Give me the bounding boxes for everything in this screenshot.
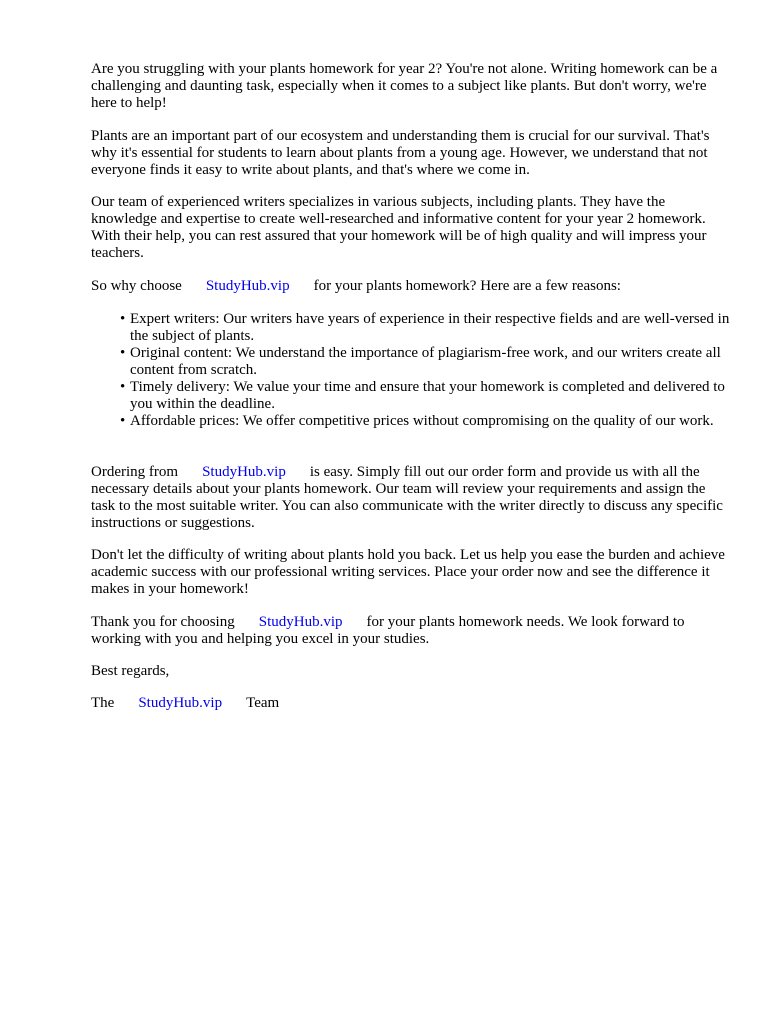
- closing-line: Best regards,: [91, 663, 170, 679]
- why-choose-text-end: for your plants homework? Here are a few reasons:: [313, 278, 621, 294]
- signature-line: [91, 695, 731, 712]
- bullet-icon: •: [120, 311, 126, 327]
- list-item-text: Affordable prices: We offer competitive prices without compromising on the quality of our work.: [130, 413, 714, 429]
- thank-you-paragraph: [91, 614, 731, 648]
- ordering-text-start: Ordering from: [91, 464, 179, 480]
- list-item: [120, 413, 730, 430]
- writers-team-paragraph: Our team of experienced writers specializes in various subjects, including plants. They have the knowledge and expertise to create well-researched and informative content for your year 2 homework. With their help, you can rest assured that your homework will be of high quality and will impress your teachers.: [91, 194, 707, 261]
- studyhub-link[interactable]: StudyHub.vip: [258, 614, 343, 630]
- reasons-list: [120, 311, 730, 430]
- intro-paragraph: Are you struggling with your plants homework for year 2? You're not alone. Writing homework can be a challenging and daunting task, especially when it comes to a subject like plants. But don't worry, we're here to help!: [91, 61, 718, 111]
- list-item-text: Expert writers: Our writers have years of experience in their respective fields and are well-versed in the subject of plants.: [130, 311, 730, 344]
- plants-importance-paragraph: Plants are an important part of our ecosystem and understanding them is crucial for our survival. That's why it's essential for students to learn about plants from a young age. However, we understand that not everyone finds it easy to write about plants, and that's where we come in.: [91, 128, 710, 178]
- list-item: [120, 311, 730, 345]
- ordering-paragraph: [91, 464, 731, 532]
- studyhub-link[interactable]: StudyHub.vip: [205, 278, 290, 294]
- why-choose-text-start: So why choose: [91, 278, 182, 294]
- thank-you-text-start: Thank you for choosing: [91, 614, 235, 630]
- thank-you-text-end: for your plants homework needs. We look forward to working with you and helping you excel in your studies.: [91, 614, 685, 647]
- list-item-text: Timely delivery: We value your time and ensure that your homework is completed and delivered to you within the deadline.: [130, 379, 725, 412]
- studyhub-link[interactable]: StudyHub.vip: [138, 695, 223, 711]
- bullet-icon: •: [120, 345, 126, 361]
- ordering-text-end: is easy. Simply fill out our order form and provide us with all the necessary details about your plants homework. Our team will review your requirements and assign the task to the most suitable writer. You can also communicate with the writer directly to discuss any specific instructions or suggestions.: [91, 464, 723, 531]
- why-choose-paragraph: [91, 278, 731, 295]
- list-item-text: Original content: We understand the importance of plagiarism-free work, and our writers create all content from scratch.: [130, 345, 721, 378]
- signature-text-start: The: [91, 695, 115, 711]
- signature-text-end: Team: [246, 695, 280, 711]
- list-item: [120, 379, 730, 413]
- encouragement-paragraph: Don't let the difficulty of writing about plants hold you back. Let us help you ease the burden and achieve academic success with our professional writing services. Place your order now and see the difference it makes in your homework!: [91, 547, 725, 597]
- studyhub-link[interactable]: StudyHub.vip: [202, 464, 286, 480]
- bullet-icon: •: [120, 379, 126, 395]
- list-item: [120, 345, 730, 379]
- bullet-icon: •: [120, 413, 126, 429]
